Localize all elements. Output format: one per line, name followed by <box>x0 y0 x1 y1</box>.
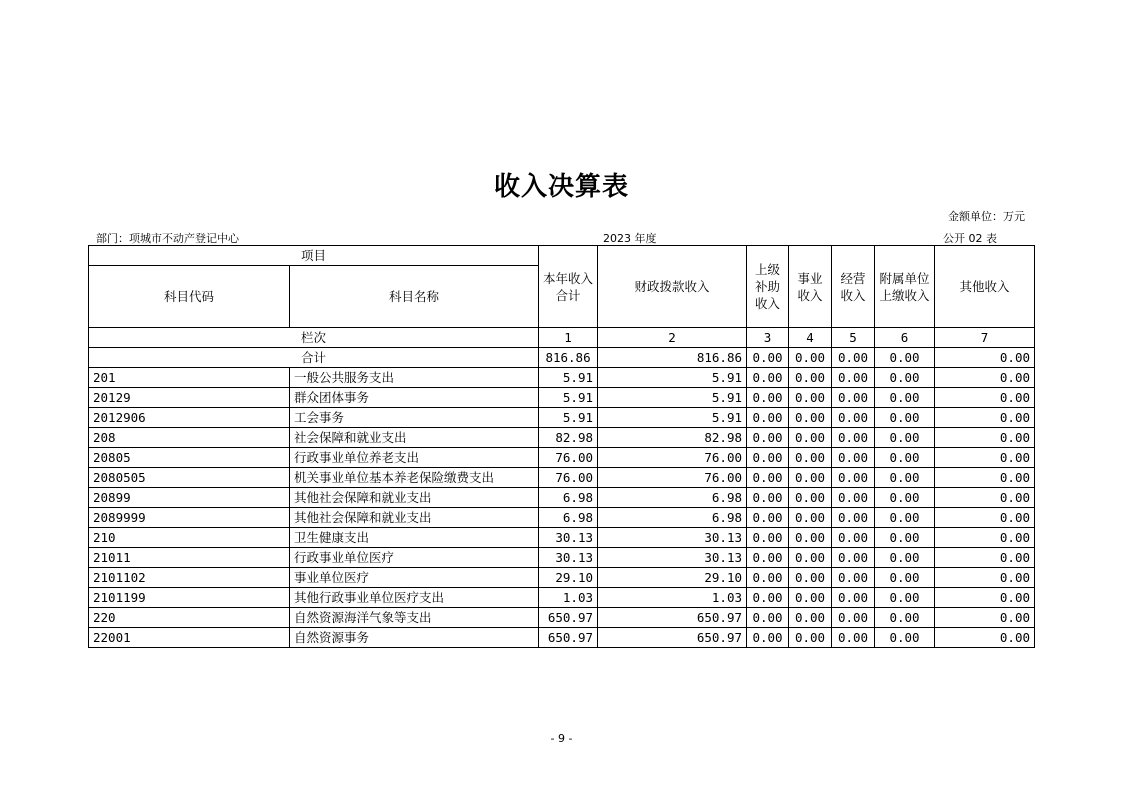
amount-cell: 0.00 <box>832 468 875 488</box>
amount-cell: 0.00 <box>935 368 1035 388</box>
column-index: 6 <box>875 328 935 348</box>
total-value: 0.00 <box>935 348 1035 368</box>
amount-cell: 0.00 <box>935 568 1035 588</box>
table-row <box>89 568 1035 588</box>
amount-cell: 0.00 <box>832 628 875 648</box>
table-row <box>89 628 1035 648</box>
subject-code: 210 <box>89 528 290 548</box>
column-index: 2 <box>598 328 747 348</box>
total-value: 0.00 <box>789 348 832 368</box>
subject-code: 2089999 <box>89 508 290 528</box>
subject-code: 20129 <box>89 388 290 408</box>
column-index: 1 <box>539 328 598 348</box>
subject-name: 事业单位医疗 <box>290 568 539 588</box>
amount-cell: 0.00 <box>747 568 789 588</box>
amount-cell: 0.00 <box>747 368 789 388</box>
amount-cell: 0.00 <box>935 508 1035 528</box>
amount-cell: 29.10 <box>598 568 747 588</box>
amount-cell: 0.00 <box>789 448 832 468</box>
column-index: 3 <box>747 328 789 348</box>
form-number-label: 公开 02 表 <box>943 232 997 245</box>
table-row <box>89 608 1035 628</box>
table-row <box>89 448 1035 468</box>
amount-cell: 5.91 <box>598 408 747 428</box>
amount-cell: 650.97 <box>598 628 747 648</box>
document-title: 收入决算表 <box>493 172 629 202</box>
subject-name: 工会事务 <box>290 408 539 428</box>
amount-cell: 82.98 <box>598 428 747 448</box>
header-affiliated: 附属单位上缴收入 <box>875 246 935 328</box>
subject-name: 群众团体事务 <box>290 388 539 408</box>
amount-cell: 5.91 <box>598 388 747 408</box>
subject-code: 21011 <box>89 548 290 568</box>
subject-code: 208 <box>89 428 290 448</box>
header-item-group: 项目 <box>89 246 539 266</box>
amount-cell: 0.00 <box>875 368 935 388</box>
fiscal-year-label: 2023 年度 <box>603 232 657 245</box>
amount-cell: 0.00 <box>747 428 789 448</box>
subject-name: 自然资源事务 <box>290 628 539 648</box>
amount-cell: 650.97 <box>539 628 598 648</box>
amount-cell: 0.00 <box>789 508 832 528</box>
column-index: 7 <box>935 328 1035 348</box>
amount-cell: 0.00 <box>832 428 875 448</box>
amount-cell: 82.98 <box>539 428 598 448</box>
amount-cell: 76.00 <box>598 468 747 488</box>
table-row <box>89 428 1035 448</box>
column-index: 4 <box>789 328 832 348</box>
header-other: 其他收入 <box>935 246 1035 328</box>
amount-cell: 0.00 <box>747 388 789 408</box>
amount-cell: 0.00 <box>832 548 875 568</box>
subject-name: 卫生健康支出 <box>290 528 539 548</box>
subject-name: 其他社会保障和就业支出 <box>290 488 539 508</box>
amount-cell: 0.00 <box>789 528 832 548</box>
amount-cell: 0.00 <box>747 488 789 508</box>
header-code: 科目代码 <box>89 266 290 328</box>
amount-cell: 0.00 <box>935 628 1035 648</box>
amount-cell: 30.13 <box>539 528 598 548</box>
subject-code: 20899 <box>89 488 290 508</box>
table-row <box>89 488 1035 508</box>
amount-cell: 0.00 <box>789 608 832 628</box>
amount-cell: 0.00 <box>832 568 875 588</box>
subject-code: 20805 <box>89 448 290 468</box>
amount-cell: 0.00 <box>875 488 935 508</box>
amount-cell: 0.00 <box>747 448 789 468</box>
amount-cell: 0.00 <box>789 368 832 388</box>
amount-cell: 0.00 <box>789 628 832 648</box>
table-row <box>89 548 1035 568</box>
amount-cell: 0.00 <box>789 468 832 488</box>
amount-cell: 0.00 <box>832 388 875 408</box>
amount-cell: 0.00 <box>832 488 875 508</box>
amount-cell: 0.00 <box>832 508 875 528</box>
amount-cell: 0.00 <box>747 628 789 648</box>
amount-cell: 6.98 <box>598 488 747 508</box>
amount-cell: 0.00 <box>875 468 935 488</box>
amount-unit-label: 金额单位：万元 <box>948 210 1025 223</box>
column-index-label: 栏次 <box>89 328 539 348</box>
header-total: 本年收入合计 <box>539 246 598 328</box>
subject-name: 自然资源海洋气象等支出 <box>290 608 539 628</box>
total-value: 0.00 <box>875 348 935 368</box>
amount-cell: 0.00 <box>832 448 875 468</box>
amount-cell: 0.00 <box>747 528 789 548</box>
subject-name: 行政事业单位医疗 <box>290 548 539 568</box>
amount-cell: 0.00 <box>875 548 935 568</box>
amount-cell: 1.03 <box>598 588 747 608</box>
total-value: 0.00 <box>832 348 875 368</box>
header-business: 事业收入 <box>789 246 832 328</box>
subject-code: 2080505 <box>89 468 290 488</box>
amount-cell: 0.00 <box>832 528 875 548</box>
amount-cell: 0.00 <box>747 508 789 528</box>
subject-code: 2101102 <box>89 568 290 588</box>
total-value: 0.00 <box>747 348 789 368</box>
amount-cell: 0.00 <box>747 408 789 428</box>
table-row <box>89 408 1035 428</box>
amount-cell: 0.00 <box>935 408 1035 428</box>
subject-code: 201 <box>89 368 290 388</box>
amount-cell: 76.00 <box>539 468 598 488</box>
amount-cell: 0.00 <box>935 608 1035 628</box>
table-row <box>89 468 1035 488</box>
table-row <box>89 508 1035 528</box>
subject-code: 22001 <box>89 628 290 648</box>
amount-cell: 6.98 <box>539 488 598 508</box>
header-row-1 <box>89 246 1035 266</box>
amount-cell: 0.00 <box>789 408 832 428</box>
table-row <box>89 588 1035 608</box>
amount-cell: 0.00 <box>875 508 935 528</box>
amount-cell: 0.00 <box>789 428 832 448</box>
total-value: 816.86 <box>539 348 598 368</box>
column-index: 5 <box>832 328 875 348</box>
amount-cell: 650.97 <box>598 608 747 628</box>
amount-cell: 0.00 <box>875 448 935 468</box>
amount-cell: 0.00 <box>875 608 935 628</box>
amount-cell: 0.00 <box>789 548 832 568</box>
amount-cell: 0.00 <box>747 588 789 608</box>
amount-cell: 0.00 <box>935 448 1035 468</box>
table-row <box>89 368 1035 388</box>
subject-name: 机关事业单位基本养老保险缴费支出 <box>290 468 539 488</box>
amount-cell: 0.00 <box>875 568 935 588</box>
header-fiscal: 财政拨款收入 <box>598 246 747 328</box>
page-number: - 9 - <box>550 732 573 745</box>
amount-cell: 0.00 <box>832 608 875 628</box>
amount-cell: 0.00 <box>832 368 875 388</box>
amount-cell: 0.00 <box>875 408 935 428</box>
subject-name: 其他行政事业单位医疗支出 <box>290 588 539 608</box>
subject-code: 2101199 <box>89 588 290 608</box>
amount-cell: 0.00 <box>935 388 1035 408</box>
income-final-accounts-table <box>88 245 1035 648</box>
amount-cell: 0.00 <box>935 468 1035 488</box>
column-index-row <box>89 328 1035 348</box>
subject-code: 220 <box>89 608 290 628</box>
department-label: 部门：项城市不动产登记中心 <box>96 232 239 245</box>
amount-cell: 0.00 <box>747 468 789 488</box>
amount-cell: 0.00 <box>935 428 1035 448</box>
amount-cell: 0.00 <box>935 488 1035 508</box>
amount-cell: 1.03 <box>539 588 598 608</box>
amount-cell: 0.00 <box>875 588 935 608</box>
amount-cell: 0.00 <box>789 488 832 508</box>
amount-cell: 0.00 <box>875 628 935 648</box>
amount-cell: 0.00 <box>935 548 1035 568</box>
header-name: 科目名称 <box>290 266 539 328</box>
subject-name: 其他社会保障和就业支出 <box>290 508 539 528</box>
amount-cell: 6.98 <box>539 508 598 528</box>
amount-cell: 0.00 <box>875 388 935 408</box>
header-operating: 经营收入 <box>832 246 875 328</box>
amount-cell: 0.00 <box>789 388 832 408</box>
amount-cell: 5.91 <box>539 368 598 388</box>
amount-cell: 30.13 <box>598 528 747 548</box>
subject-name: 一般公共服务支出 <box>290 368 539 388</box>
subject-code: 2012906 <box>89 408 290 428</box>
total-label: 合计 <box>89 348 539 368</box>
subject-name: 社会保障和就业支出 <box>290 428 539 448</box>
amount-cell: 30.13 <box>539 548 598 568</box>
amount-cell: 5.91 <box>539 408 598 428</box>
amount-cell: 6.98 <box>598 508 747 528</box>
amount-cell: 30.13 <box>598 548 747 568</box>
amount-cell: 5.91 <box>598 368 747 388</box>
amount-cell: 650.97 <box>539 608 598 628</box>
amount-cell: 76.00 <box>539 448 598 468</box>
amount-cell: 0.00 <box>832 588 875 608</box>
header-superior-subsidy: 上级补助收入 <box>747 246 789 328</box>
total-row <box>89 348 1035 368</box>
amount-cell: 5.91 <box>539 388 598 408</box>
amount-cell: 0.00 <box>875 528 935 548</box>
total-value: 816.86 <box>598 348 747 368</box>
amount-cell: 0.00 <box>789 568 832 588</box>
table-row <box>89 388 1035 408</box>
amount-cell: 76.00 <box>598 448 747 468</box>
amount-cell: 0.00 <box>747 548 789 568</box>
amount-cell: 0.00 <box>935 528 1035 548</box>
subject-name: 行政事业单位养老支出 <box>290 448 539 468</box>
table-row <box>89 528 1035 548</box>
amount-cell: 0.00 <box>747 608 789 628</box>
amount-cell: 0.00 <box>875 428 935 448</box>
amount-cell: 0.00 <box>832 408 875 428</box>
amount-cell: 0.00 <box>935 588 1035 608</box>
amount-cell: 0.00 <box>789 588 832 608</box>
amount-cell: 29.10 <box>539 568 598 588</box>
